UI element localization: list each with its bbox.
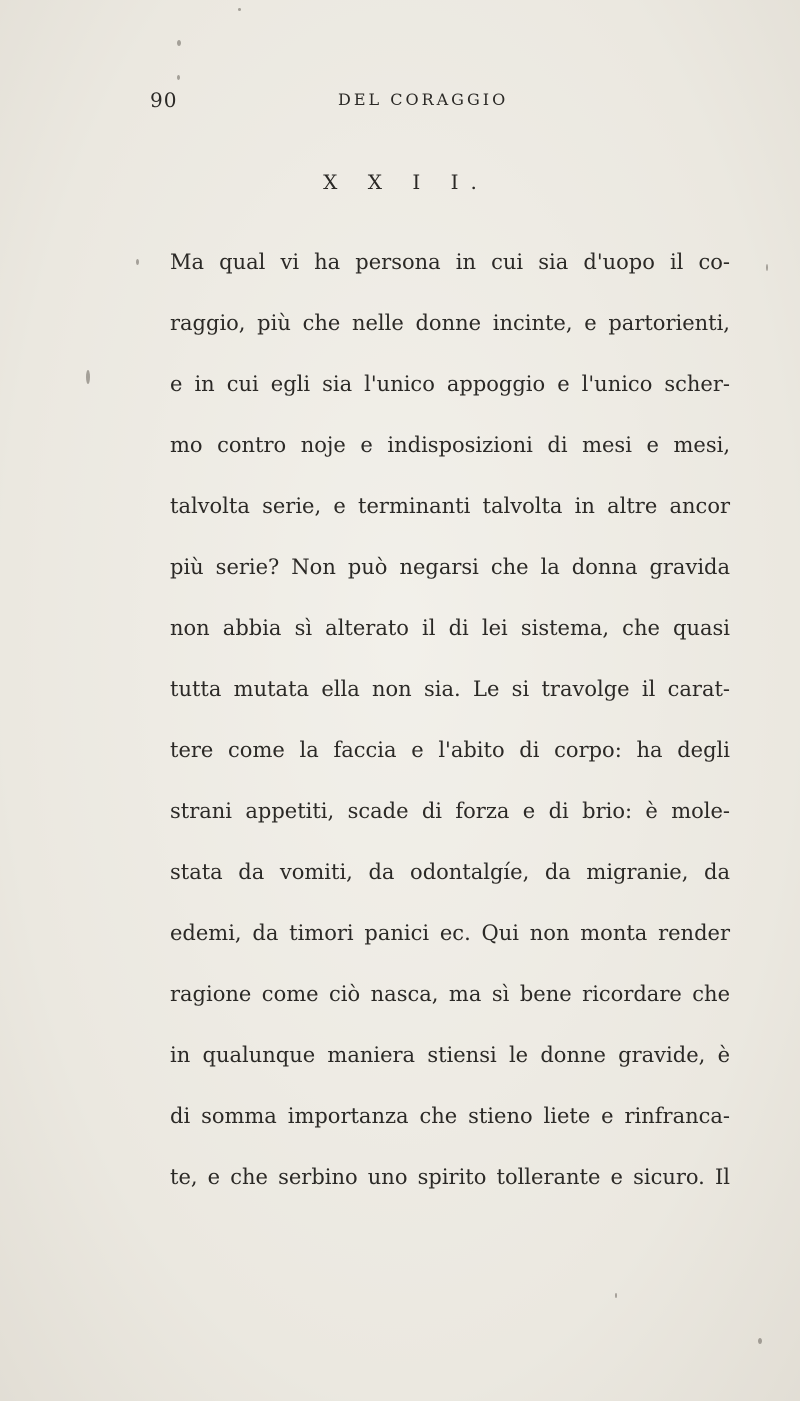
text-line: raggio, più che nelle donne incinte, e partorienti,	[170, 311, 730, 335]
text-line: di somma importanza che stieno liete e rinfranca-	[170, 1104, 730, 1128]
text-line: tere come la faccia e l'abito di corpo: ha degli	[170, 738, 730, 762]
paper-speck	[177, 40, 181, 46]
text-line: edemi, da timori panici ec. Qui non monta render	[170, 921, 730, 945]
text-line: stata da vomiti, da odontalgíe, da migranie, da	[170, 860, 730, 884]
paper-speck	[766, 264, 768, 271]
paper-speck	[758, 1338, 762, 1344]
text-line: e in cui egli sia l'unico appoggio e l'unico scher-	[170, 372, 730, 396]
running-title: DEL CORAGGIO	[338, 90, 509, 109]
text-line: non abbia sì alterato il di lei sistema, che quasi	[170, 616, 730, 640]
text-line: mo contro noje e indisposizioni di mesi e mesi,	[170, 433, 730, 457]
text-line: ragione come ciò nasca, ma sì bene ricordare che	[170, 982, 730, 1006]
body-text	[170, 246, 730, 1222]
paper-speck	[238, 8, 241, 11]
page-number: 90	[150, 88, 178, 112]
paper-speck	[86, 370, 90, 384]
paper-speck	[615, 1293, 617, 1298]
chapter-number: X X I I.	[323, 170, 489, 194]
text-line: strani appetiti, scade di forza e di brio: è mole-	[170, 799, 730, 823]
text-line: te, e che serbino uno spirito tollerante e sicuro. Il	[170, 1165, 730, 1189]
text-line: talvolta serie, e terminanti talvolta in altre ancor	[170, 494, 730, 518]
paper-speck	[177, 75, 180, 80]
text-line: Ma qual vi ha persona in cui sia d'uopo il co-	[170, 250, 730, 274]
text-line: tutta mutata ella non sia. Le si travolge il carat-	[170, 677, 730, 701]
text-line: in qualunque maniera stiensi le donne gravide, è	[170, 1043, 730, 1067]
paper-speck	[136, 259, 139, 265]
text-line: più serie? Non può negarsi che la donna gravida	[170, 555, 730, 579]
running-head	[0, 88, 800, 128]
